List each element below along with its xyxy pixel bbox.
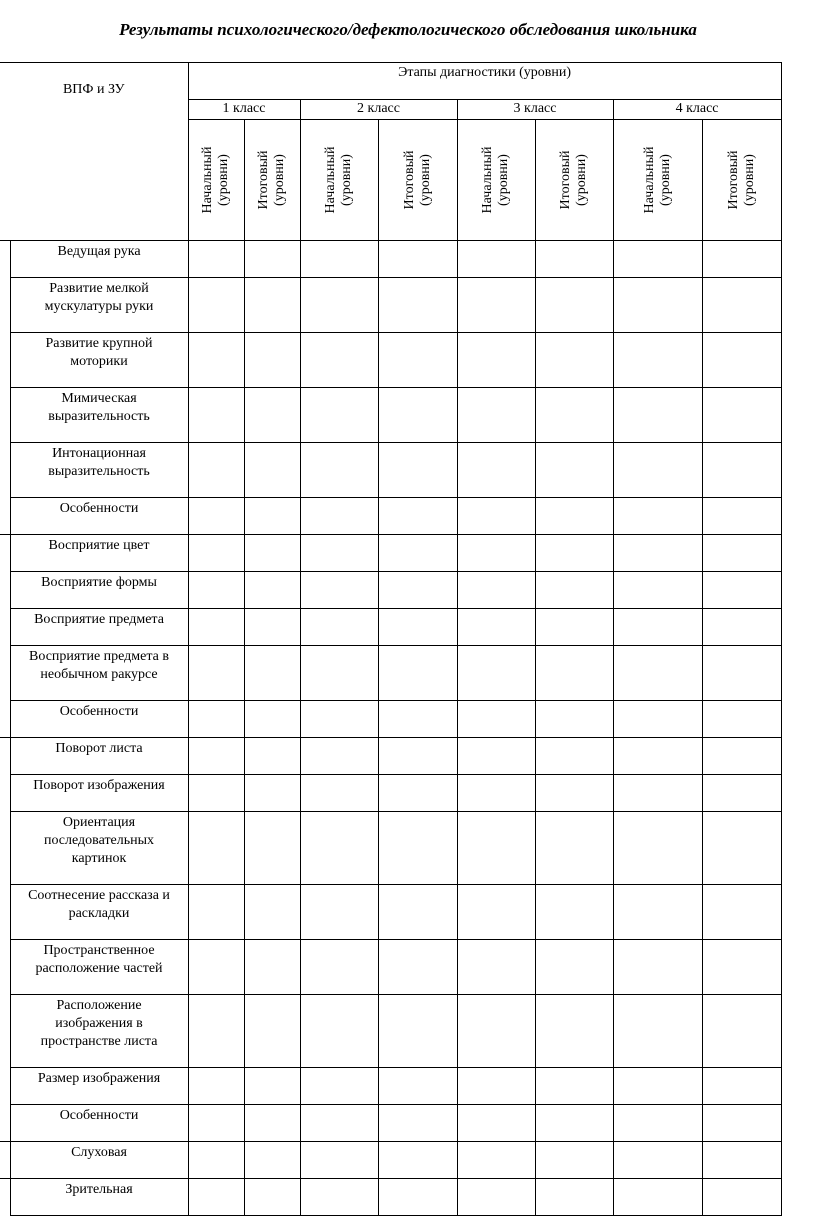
- level-cell[interactable]: [702, 388, 781, 443]
- level-cell[interactable]: [244, 388, 300, 443]
- level-cell[interactable]: [457, 241, 535, 278]
- level-cell[interactable]: [188, 738, 244, 775]
- table-row: [0, 885, 781, 940]
- level-cell[interactable]: [535, 885, 613, 940]
- level-cell[interactable]: [378, 1179, 457, 1216]
- rotated-header-label: Итоговый (уровни): [725, 150, 757, 210]
- level-cell[interactable]: [702, 572, 781, 609]
- level-cell[interactable]: [300, 535, 378, 572]
- level-cell[interactable]: [535, 333, 613, 388]
- level-cell[interactable]: [378, 812, 457, 885]
- level-cell[interactable]: [457, 1179, 535, 1216]
- level-cell[interactable]: [613, 940, 702, 995]
- level-cell[interactable]: [300, 241, 378, 278]
- level-cell[interactable]: [188, 701, 244, 738]
- level-cell[interactable]: [244, 1142, 300, 1179]
- level-cell[interactable]: [457, 738, 535, 775]
- level-cell[interactable]: [378, 278, 457, 333]
- level-cell[interactable]: [378, 443, 457, 498]
- level-cell[interactable]: [244, 609, 300, 646]
- rotated-header-label: Итоговый (уровни): [558, 150, 590, 210]
- group-gutter: [0, 701, 10, 738]
- level-cell[interactable]: [535, 738, 613, 775]
- group-gutter: [0, 1068, 10, 1105]
- level-cell[interactable]: [188, 1179, 244, 1216]
- level-cell[interactable]: [613, 388, 702, 443]
- level-cell[interactable]: [378, 572, 457, 609]
- row-label: Поворот листа: [10, 738, 188, 775]
- level-cell[interactable]: [613, 535, 702, 572]
- level-cell[interactable]: [613, 278, 702, 333]
- level-cell[interactable]: [188, 498, 244, 535]
- level-cell[interactable]: [300, 1179, 378, 1216]
- rotated-header-label: Начальный (уровни): [480, 146, 512, 214]
- row-label: Слуховая: [10, 1142, 188, 1179]
- group-gutter: [0, 609, 10, 646]
- row-label: Интонационная выразительность: [10, 443, 188, 498]
- row-label: Пространственное расположение частей: [10, 940, 188, 995]
- level-cell[interactable]: [188, 885, 244, 940]
- level-cell[interactable]: [378, 646, 457, 701]
- level-cell[interactable]: [244, 1179, 300, 1216]
- level-cell[interactable]: [300, 1142, 378, 1179]
- level-cell[interactable]: [613, 1068, 702, 1105]
- rotated-header-label: Начальный (уровни): [323, 146, 355, 214]
- level-cell[interactable]: [457, 885, 535, 940]
- level-cell[interactable]: [244, 572, 300, 609]
- diagnostics-table: [0, 62, 782, 1216]
- level-cell[interactable]: [188, 388, 244, 443]
- level-cell[interactable]: [378, 241, 457, 278]
- level-cell[interactable]: [535, 1068, 613, 1105]
- level-cell[interactable]: [188, 535, 244, 572]
- level-cell[interactable]: [188, 775, 244, 812]
- level-cell[interactable]: [300, 609, 378, 646]
- level-cell[interactable]: [613, 995, 702, 1068]
- level-cell[interactable]: [702, 1068, 781, 1105]
- table-row: [0, 572, 781, 609]
- group-gutter: [0, 572, 10, 609]
- level-cell[interactable]: [613, 241, 702, 278]
- level-cell[interactable]: [300, 333, 378, 388]
- table-row: [0, 388, 781, 443]
- level-cell[interactable]: [378, 995, 457, 1068]
- level-cell[interactable]: [300, 812, 378, 885]
- level-cell[interactable]: [378, 1142, 457, 1179]
- level-cell[interactable]: [535, 940, 613, 995]
- level-cell[interactable]: [188, 1142, 244, 1179]
- level-cell[interactable]: [300, 1068, 378, 1105]
- level-cell[interactable]: [300, 940, 378, 995]
- level-cell[interactable]: [535, 1105, 613, 1142]
- table-row: [0, 333, 781, 388]
- level-cell[interactable]: [457, 572, 535, 609]
- level-cell[interactable]: [702, 609, 781, 646]
- level-cell[interactable]: [613, 443, 702, 498]
- table-row: [0, 1179, 781, 1216]
- grade-2-header: 2 класс: [300, 100, 457, 120]
- table-row: [0, 940, 781, 995]
- level-cell[interactable]: [244, 775, 300, 812]
- vpf-header: ВПФ и ЗУ: [0, 63, 188, 241]
- level-cell[interactable]: [457, 609, 535, 646]
- level-cell[interactable]: [613, 609, 702, 646]
- level-cell[interactable]: [457, 701, 535, 738]
- group-gutter: [0, 498, 10, 535]
- level-cell[interactable]: [702, 995, 781, 1068]
- grade-1-header: 1 класс: [188, 100, 300, 120]
- group-gutter: [0, 388, 10, 443]
- level-cell[interactable]: [378, 498, 457, 535]
- level-cell[interactable]: [535, 1142, 613, 1179]
- level-cell[interactable]: [457, 775, 535, 812]
- level-cell[interactable]: [244, 885, 300, 940]
- rotated-header-label: Итоговый (уровни): [256, 150, 288, 210]
- table-row: [0, 738, 781, 775]
- row-label: Восприятие цвет: [10, 535, 188, 572]
- table-row: [0, 609, 781, 646]
- level-cell[interactable]: [613, 1179, 702, 1216]
- level-cell[interactable]: [457, 1142, 535, 1179]
- level-cell[interactable]: [613, 646, 702, 701]
- level-cell[interactable]: [378, 1068, 457, 1105]
- rotated-header-label: Начальный (уровни): [200, 146, 232, 214]
- level-cell[interactable]: [702, 535, 781, 572]
- initial-level-header-grade-4: [613, 120, 702, 241]
- group-gutter: [0, 646, 10, 701]
- level-cell[interactable]: [378, 388, 457, 443]
- final-level-header-grade-1: [244, 120, 300, 241]
- level-cell[interactable]: [613, 701, 702, 738]
- rotated-header-label: Начальный (уровни): [641, 146, 673, 214]
- final-level-header-grade-3: [535, 120, 613, 241]
- level-cell[interactable]: [300, 1105, 378, 1142]
- level-cell[interactable]: [535, 388, 613, 443]
- table-row: [0, 1068, 781, 1105]
- level-cell[interactable]: [613, 1142, 702, 1179]
- level-cell[interactable]: [300, 443, 378, 498]
- row-label: Мимическая выразительность: [10, 388, 188, 443]
- level-cell[interactable]: [300, 995, 378, 1068]
- level-cell[interactable]: [244, 701, 300, 738]
- level-cell[interactable]: [378, 609, 457, 646]
- row-label: Восприятие формы: [10, 572, 188, 609]
- level-cell[interactable]: [535, 609, 613, 646]
- level-cell[interactable]: [535, 535, 613, 572]
- final-level-header-grade-4: [702, 120, 781, 241]
- level-cell[interactable]: [702, 498, 781, 535]
- level-cell[interactable]: [300, 885, 378, 940]
- grade-3-header: 3 класс: [457, 100, 613, 120]
- table-row: [0, 1105, 781, 1142]
- level-cell[interactable]: [535, 1179, 613, 1216]
- level-cell[interactable]: [702, 812, 781, 885]
- level-cell[interactable]: [535, 995, 613, 1068]
- level-cell[interactable]: [535, 241, 613, 278]
- group-gutter: [0, 995, 10, 1068]
- level-cell[interactable]: [378, 333, 457, 388]
- level-cell[interactable]: [457, 535, 535, 572]
- group-gutter: [0, 738, 10, 775]
- level-cell[interactable]: [244, 241, 300, 278]
- level-cell[interactable]: [535, 701, 613, 738]
- table-row: [0, 498, 781, 535]
- group-gutter: [0, 885, 10, 940]
- level-cell[interactable]: [702, 738, 781, 775]
- level-cell[interactable]: [188, 333, 244, 388]
- level-cell[interactable]: [188, 609, 244, 646]
- level-cell[interactable]: [244, 940, 300, 995]
- group-gutter: [0, 812, 10, 885]
- level-cell[interactable]: [188, 995, 244, 1068]
- level-cell[interactable]: [188, 1068, 244, 1105]
- level-cell[interactable]: [702, 646, 781, 701]
- level-cell[interactable]: [613, 812, 702, 885]
- level-cell[interactable]: [378, 1105, 457, 1142]
- row-label: Восприятие предмета в необычном ракурсе: [10, 646, 188, 701]
- level-cell[interactable]: [457, 388, 535, 443]
- level-cell[interactable]: [378, 940, 457, 995]
- level-cell[interactable]: [613, 738, 702, 775]
- group-gutter: [0, 940, 10, 995]
- row-label: Ведущая рука: [10, 241, 188, 278]
- level-cell[interactable]: [244, 1105, 300, 1142]
- final-level-header-grade-2: [378, 120, 457, 241]
- level-cell[interactable]: [702, 278, 781, 333]
- level-cell[interactable]: [300, 646, 378, 701]
- level-cell[interactable]: [702, 1142, 781, 1179]
- level-cell[interactable]: [378, 885, 457, 940]
- group-gutter: [0, 333, 10, 388]
- table-row: [0, 535, 781, 572]
- level-cell[interactable]: [378, 775, 457, 812]
- level-cell[interactable]: [702, 940, 781, 995]
- level-cell[interactable]: [535, 646, 613, 701]
- row-label: Развитие мелкой мускулатуры руки: [10, 278, 188, 333]
- level-cell[interactable]: [702, 1179, 781, 1216]
- level-cell[interactable]: [378, 701, 457, 738]
- row-label: Особенности: [10, 701, 188, 738]
- level-cell[interactable]: [457, 812, 535, 885]
- level-cell[interactable]: [457, 333, 535, 388]
- row-label: Соотнесение рассказа и раскладки: [10, 885, 188, 940]
- level-cell[interactable]: [613, 885, 702, 940]
- level-cell[interactable]: [535, 443, 613, 498]
- level-cell[interactable]: [702, 775, 781, 812]
- rotated-header-label: Итоговый (уровни): [401, 150, 433, 210]
- level-cell[interactable]: [535, 498, 613, 535]
- level-cell[interactable]: [300, 498, 378, 535]
- level-cell[interactable]: [702, 1105, 781, 1142]
- group-gutter: [0, 278, 10, 333]
- level-cell[interactable]: [244, 646, 300, 701]
- level-cell[interactable]: [188, 278, 244, 333]
- level-cell[interactable]: [613, 1105, 702, 1142]
- level-cell[interactable]: [188, 443, 244, 498]
- initial-level-header-grade-1: [188, 120, 244, 241]
- level-cell[interactable]: [535, 278, 613, 333]
- level-cell[interactable]: [300, 278, 378, 333]
- group-gutter: [0, 1179, 10, 1216]
- group-gutter: [0, 1142, 10, 1179]
- row-label: Особенности: [10, 498, 188, 535]
- row-label: Расположение изображения в пространстве листа: [10, 995, 188, 1068]
- level-cell[interactable]: [300, 738, 378, 775]
- level-cell[interactable]: [457, 278, 535, 333]
- table-row: [0, 278, 781, 333]
- initial-level-header-grade-3: [457, 120, 535, 241]
- level-cell[interactable]: [613, 333, 702, 388]
- level-cell[interactable]: [457, 995, 535, 1068]
- grade-4-header: 4 класс: [613, 100, 781, 120]
- table-row: [0, 443, 781, 498]
- table-row: [0, 775, 781, 812]
- level-cell[interactable]: [702, 443, 781, 498]
- level-cell[interactable]: [244, 535, 300, 572]
- level-cell[interactable]: [378, 738, 457, 775]
- level-cell[interactable]: [244, 1068, 300, 1105]
- level-cell[interactable]: [300, 388, 378, 443]
- level-cell[interactable]: [188, 646, 244, 701]
- level-cell[interactable]: [535, 775, 613, 812]
- table-row: [0, 646, 781, 701]
- row-label: Восприятие предмета: [10, 609, 188, 646]
- group-gutter: [0, 1105, 10, 1142]
- level-cell[interactable]: [244, 333, 300, 388]
- row-label: Ориентация последовательных картинок: [10, 812, 188, 885]
- page-title: Результаты психологического/дефектологического обследования школьника: [119, 20, 697, 39]
- row-label: Размер изображения: [10, 1068, 188, 1105]
- table-row: [0, 241, 781, 278]
- level-cell[interactable]: [457, 443, 535, 498]
- level-cell[interactable]: [188, 572, 244, 609]
- level-cell[interactable]: [300, 701, 378, 738]
- table-row: [0, 701, 781, 738]
- level-cell[interactable]: [457, 1068, 535, 1105]
- level-cell[interactable]: [702, 241, 781, 278]
- level-cell[interactable]: [244, 738, 300, 775]
- table-row: [0, 995, 781, 1068]
- level-cell[interactable]: [702, 701, 781, 738]
- group-gutter: [0, 775, 10, 812]
- level-cell[interactable]: [188, 940, 244, 995]
- level-cell[interactable]: [244, 812, 300, 885]
- stages-header: Этапы диагностики (уровни): [188, 63, 781, 100]
- level-cell[interactable]: [702, 333, 781, 388]
- level-cell[interactable]: [702, 885, 781, 940]
- level-cell[interactable]: [457, 498, 535, 535]
- level-cell[interactable]: [300, 775, 378, 812]
- level-cell[interactable]: [244, 995, 300, 1068]
- group-gutter: [0, 535, 10, 572]
- level-cell[interactable]: [244, 498, 300, 535]
- level-cell[interactable]: [457, 1105, 535, 1142]
- level-cell[interactable]: [188, 1105, 244, 1142]
- row-label: Зрительная: [10, 1179, 188, 1216]
- level-cell[interactable]: [457, 940, 535, 995]
- level-cell[interactable]: [613, 498, 702, 535]
- row-label: Особенности: [10, 1105, 188, 1142]
- level-cell[interactable]: [300, 572, 378, 609]
- initial-level-header-grade-2: [300, 120, 378, 241]
- level-cell[interactable]: [244, 278, 300, 333]
- level-cell[interactable]: [188, 241, 244, 278]
- level-cell[interactable]: [535, 812, 613, 885]
- level-cell[interactable]: [457, 646, 535, 701]
- row-label: Развитие крупной моторики: [10, 333, 188, 388]
- level-cell[interactable]: [613, 572, 702, 609]
- table-row: [0, 812, 781, 885]
- level-cell[interactable]: [188, 812, 244, 885]
- group-gutter: [0, 443, 10, 498]
- level-cell[interactable]: [378, 535, 457, 572]
- level-cell[interactable]: [244, 443, 300, 498]
- group-gutter: [0, 241, 10, 278]
- level-cell[interactable]: [613, 775, 702, 812]
- table-row: [0, 1142, 781, 1179]
- row-label: Поворот изображения: [10, 775, 188, 812]
- level-cell[interactable]: [535, 572, 613, 609]
